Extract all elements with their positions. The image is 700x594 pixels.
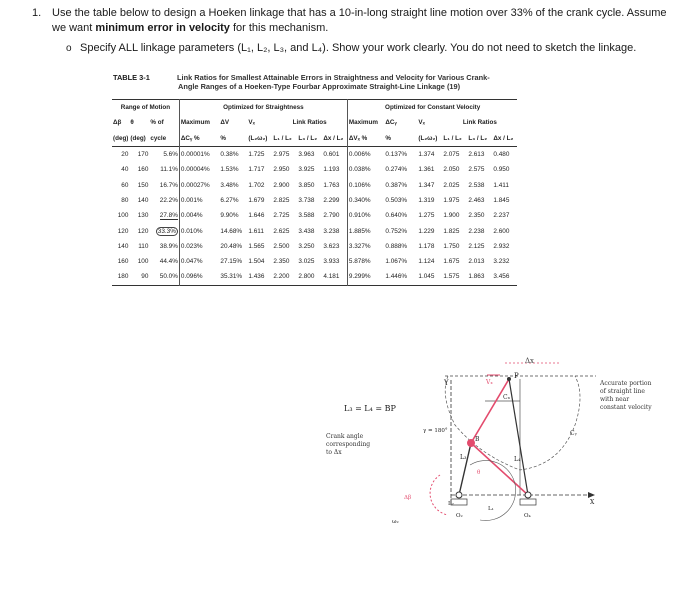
table-cell: 1.045 (418, 273, 435, 281)
label-o4: O₄ (524, 513, 531, 519)
header-maximum: Maximum (179, 115, 219, 130)
header-theta: θ (130, 119, 134, 127)
table-cell: 0.950 (493, 166, 510, 174)
ground-o4 (520, 499, 536, 505)
table-cell: 2.825 (273, 196, 290, 204)
table-cell: 4.181 (323, 273, 340, 281)
table-cell: 2.975 (273, 151, 290, 159)
table-cell: 0.38% (220, 151, 239, 159)
header-deg2: (deg) (130, 134, 146, 142)
table-cell: 160 (137, 166, 149, 174)
subquestion-text: Specify ALL linkage parameters (L₁, L₂, L₃, and L₄). Show your work clearly. You do not need to sketch the linkage. (80, 42, 637, 54)
table-cell: 2.238 (468, 227, 485, 235)
table-row (112, 162, 517, 177)
table-cell: 2.125 (468, 242, 485, 250)
table-cell: 2.790 (323, 212, 340, 220)
table-cell: 180 (117, 273, 129, 281)
table-cell: 1.975 (443, 196, 460, 204)
table-row (112, 239, 517, 254)
table-cell: 0.601 (323, 151, 340, 159)
table-cell: 3.438 (298, 227, 315, 235)
pin-p (507, 377, 511, 381)
table-cell: 170 (137, 151, 149, 159)
table-cell: 3.327% (347, 239, 384, 254)
table-cell: 130 (137, 212, 149, 220)
table-cell: 0.047% (179, 254, 219, 269)
table-cell: 27.15% (220, 258, 243, 266)
table-row (112, 146, 517, 162)
header-l3l2b: L₃ / L₂ (468, 134, 488, 142)
table-cell: 1.275 (418, 212, 435, 220)
label-l1: L₁ (488, 506, 494, 512)
table-cell: 0.004% (179, 208, 219, 223)
table-cell: 0.274% (385, 166, 408, 174)
crank-label-line: corresponding (326, 441, 371, 448)
table-cell: 1.53% (220, 166, 239, 174)
header-ab: Δβ (113, 119, 122, 127)
table-cell: 3.025 (298, 258, 315, 266)
table-cell: 120 (137, 227, 149, 235)
label-x: X (590, 499, 595, 506)
header-l3l2: L₃ / L₂ (298, 134, 318, 142)
table-cell: 1.229 (418, 227, 435, 235)
header-dcy: ΔCᵧ (385, 119, 397, 127)
label-cy: Cᵧ (570, 430, 577, 437)
header-link-ratios2: Link Ratios (462, 119, 497, 127)
table-cell: 3.850 (298, 181, 315, 189)
table-title (177, 73, 597, 91)
table-cell: 0.340% (347, 193, 384, 208)
table-cell: 2.800 (298, 273, 315, 281)
table-cell: 1.575 (443, 273, 460, 281)
table-cell: 0.001% (179, 193, 219, 208)
table-cell: 2.350 (273, 258, 290, 266)
crank-arc (430, 475, 448, 515)
table-cell: 90 (141, 273, 149, 281)
table-cell: 0.137% (385, 151, 408, 159)
header-cycle: cycle (150, 134, 167, 142)
table-row (112, 254, 517, 269)
header-velocity: Optimized for Constant Velocity (347, 100, 517, 116)
table-cell: 1.178 (418, 242, 435, 250)
label-l3: L₃ (460, 454, 467, 461)
header-pct: % of (150, 119, 164, 127)
table-cell: 0.023% (179, 239, 219, 254)
hoeken-linkage-figure (320, 355, 600, 540)
table-row (112, 193, 517, 208)
label-l2: L₂ (448, 501, 454, 507)
table-cell: 0.640% (385, 212, 408, 220)
table-cell: 1.763 (323, 181, 340, 189)
table-cell: 3.933 (323, 258, 340, 266)
table-cell: 140 (117, 242, 129, 250)
table-cell: 1.885% (347, 223, 384, 238)
header-pct-sign: % (220, 134, 226, 142)
table-cell: 100 (117, 212, 129, 220)
question-text-before: Use the table below to design a Hoeken linkage that has a 10-in-long straight line motion over 33% of the crank cycle. Assume we want (52, 7, 667, 34)
table-cell: 3.925 (298, 166, 315, 174)
header-l2w2: (L₂ω₂) (418, 134, 438, 142)
accurate-label-line: of straight line (600, 388, 645, 395)
table-cell: 1.863 (468, 273, 485, 281)
table-row (112, 177, 517, 192)
table-row (112, 269, 517, 285)
table-cell: 1.900 (443, 212, 460, 220)
table-cell: 2.725 (273, 212, 290, 220)
table-cell: 0.038% (347, 162, 384, 177)
table-cell: 1.504 (248, 258, 265, 266)
table-cell: 1.825 (443, 227, 460, 235)
table-label: TABLE 3-1 (113, 73, 150, 82)
table-cell: 2.950 (273, 166, 290, 174)
table-cell: 1.319 (418, 196, 435, 204)
table-cell: 0.010% (179, 223, 219, 238)
header-l2w: (L₂ω₂) (248, 134, 268, 142)
table-cell: 1.436 (248, 273, 265, 281)
table-cell: 100 (137, 258, 149, 266)
table-cell: 2.200 (273, 273, 290, 281)
link-l2 (459, 443, 471, 495)
header-dv: ΔV (220, 119, 230, 127)
table-cell: 1.347 (418, 181, 435, 189)
label-dx: Δx (525, 357, 535, 365)
table-cell: 20 (121, 151, 129, 159)
crank-label-line: to Δx (326, 449, 342, 456)
table-cell: 3.232 (493, 258, 510, 266)
table-cell: 0.00027% (179, 177, 219, 192)
header-axl2: Δx / L₂ (323, 134, 344, 142)
table-cell: 2.299 (323, 196, 340, 204)
table-cell: 1.702 (248, 181, 265, 189)
table-row (112, 208, 517, 223)
table-cell: 1.725 (248, 151, 265, 159)
label-cx: Cₓ (503, 394, 511, 401)
accurate-label-line: with near (600, 396, 630, 403)
table-cell: 3.250 (298, 242, 315, 250)
table-cell: 3.963 (298, 151, 315, 159)
table-cell: 0.096% (179, 269, 219, 285)
accurate-portion-label (600, 380, 652, 412)
header-vx: Vₓ (248, 119, 255, 127)
hoeken-table (112, 99, 517, 286)
table-cell: 6.27% (220, 196, 239, 204)
table-cell: 1.374 (418, 151, 435, 159)
table-cell: 11.1% (160, 166, 178, 174)
link-coupler-bp (471, 379, 509, 443)
pin-b (467, 439, 475, 447)
table-sub-header2 (112, 131, 517, 147)
table-cell: 2.350 (468, 212, 485, 220)
table-cell: 2.538 (468, 181, 485, 189)
table-cell: 0.387% (385, 181, 408, 189)
table-cell: 1.124 (418, 258, 435, 266)
table-cell: 2.613 (468, 151, 485, 159)
crank-label-line: Crank angle (326, 433, 364, 440)
table-cell: 5.6% (163, 151, 178, 159)
label-o2: O₂ (456, 513, 463, 519)
question-text-after: for this mechanism. (229, 22, 329, 34)
table-cell: 2.463 (468, 196, 485, 204)
label-y: Y (444, 379, 449, 387)
table-cell: 0.503% (385, 196, 408, 204)
table-cell: 1.611 (248, 227, 264, 235)
table-cell: 0.006% (347, 146, 384, 162)
table-cell: 2.050 (443, 166, 460, 174)
figure-formula: L₃ = L₄ = BP (344, 404, 396, 413)
label-p: P (514, 372, 519, 380)
table-cell: 50.0% (159, 273, 178, 281)
link-l4 (509, 379, 528, 495)
table-cell: 1.446% (385, 273, 408, 281)
table-cell: 2.075 (443, 151, 460, 159)
table-cell: 2.500 (273, 242, 290, 250)
header-l1l2: L₁ / L₂ (273, 134, 292, 142)
table-cell (149, 223, 179, 238)
accurate-label-line: constant velocity (600, 404, 652, 411)
label-theta: θ (477, 470, 481, 476)
table-cell: 5.878% (347, 254, 384, 269)
table-cell: 9.299% (347, 269, 384, 285)
table-cell: 35.31% (220, 273, 243, 281)
table-cell: 9.90% (220, 212, 239, 220)
table-cell: 1.717 (248, 166, 265, 174)
accurate-label-line: Accurate portion (600, 380, 652, 387)
table-cell: 14.68% (220, 227, 243, 235)
header-l1l2b: L₁ / L₂ (443, 134, 462, 142)
pin-o2 (456, 492, 462, 498)
table-cell: 1.361 (418, 166, 435, 174)
label-beta: Δβ (404, 495, 412, 501)
table-cell: 20.48% (220, 242, 243, 250)
question-number: 1. (32, 7, 42, 19)
table-cell: 1.845 (493, 196, 510, 204)
table-cell: 3.588 (298, 212, 315, 220)
table-cell: 3.238 (323, 227, 340, 235)
header-link-ratios: Link Ratios (292, 119, 327, 127)
table-cell: 1.675 (443, 258, 460, 266)
header-axl2b: Δx / L₂ (493, 134, 514, 142)
table-title-line1: Link Ratios for Smallest Attainable Errors in Straightness and Velocity for Various Crank- (177, 73, 490, 82)
link-l3 (471, 443, 528, 495)
table-cell: 150 (137, 181, 149, 189)
label-gamma: γ = 180° (423, 428, 448, 434)
table-body (112, 146, 517, 285)
table-cell (149, 208, 179, 223)
table-cell: 0.480 (493, 151, 510, 159)
table-cell: 2.600 (493, 227, 510, 235)
table-cell: 2.625 (273, 227, 290, 235)
question (32, 6, 672, 36)
table-cell: 0.888% (385, 242, 408, 250)
table-cell: 2.900 (273, 181, 290, 189)
table-cell: 2.013 (468, 258, 485, 266)
table-cell: 2.025 (443, 181, 460, 189)
table-cell: 80 (121, 196, 129, 204)
header-range: Range of Motion (120, 104, 171, 112)
header-dvx: ΔVₓ % (347, 131, 384, 147)
table-cell: 1.411 (493, 181, 509, 189)
header-pct2: % (385, 134, 391, 142)
table-cell: 60 (121, 181, 129, 189)
x-arrow-icon (588, 492, 595, 498)
table-cell: 1.646 (248, 212, 265, 220)
label-omega: ω₂ (392, 519, 399, 525)
label-l4: L₄ (514, 456, 521, 463)
table-sub-header (112, 115, 517, 130)
table-cell: 140 (137, 196, 149, 204)
table-cell: 1.750 (443, 242, 460, 250)
table-cell: 22.2% (159, 196, 178, 204)
header-deg1: (deg) (113, 134, 129, 142)
header-dcy-pct: ΔCᵧ % (179, 131, 219, 147)
table-cell: 2.932 (493, 242, 510, 250)
header-vx2: Vₓ (418, 119, 425, 127)
table-row (112, 223, 517, 238)
table-cell: 16.7% (159, 181, 178, 189)
table-cell: 1.679 (248, 196, 265, 204)
table-cell: 0.00001% (179, 146, 219, 162)
header-maximum2: Maximum (347, 115, 384, 130)
table-cell: 2.575 (468, 166, 485, 174)
table-cell: 110 (138, 242, 149, 250)
table-title-line2: Angle Ranges of a Hoeken-Type Fourbar Approximate Straight-Line Linkage (19) (178, 82, 461, 91)
table-cell: 0.106% (347, 177, 384, 192)
table-cell: 3.738 (298, 196, 315, 204)
label-b: B (475, 436, 480, 443)
table-cell: 160 (117, 258, 129, 266)
table-cell: 120 (117, 227, 129, 235)
table-cell: 0.00004% (179, 162, 219, 177)
table-cell: 1.193 (323, 166, 340, 174)
subquestion (66, 41, 680, 56)
pin-o4 (525, 492, 531, 498)
question-text-bold: minimum error in velocity (95, 22, 230, 34)
table-cell: 0.752% (385, 227, 408, 235)
subquestion-bullet: o (66, 43, 72, 54)
table-cell: 44.4% (159, 258, 178, 266)
table-cell: 0.910% (347, 208, 384, 223)
table-cell: 3.623 (323, 242, 340, 250)
highlight-underline: 27.8% (159, 212, 178, 220)
highlight-circle: 33.3% (157, 227, 176, 235)
table-cell: 1.067% (385, 258, 408, 266)
table-cell: 3.48% (220, 181, 239, 189)
label-vx: Vₓ (486, 379, 493, 386)
header-straightness: Optimized for Straightness (179, 100, 347, 116)
table-cell: 38.9% (159, 242, 178, 250)
table-cell: 1.565 (248, 242, 265, 250)
table-cell: 40 (121, 166, 129, 174)
table-cell: 2.237 (493, 212, 510, 220)
table-group-header (112, 100, 517, 116)
table-cell: 3.456 (493, 273, 510, 281)
